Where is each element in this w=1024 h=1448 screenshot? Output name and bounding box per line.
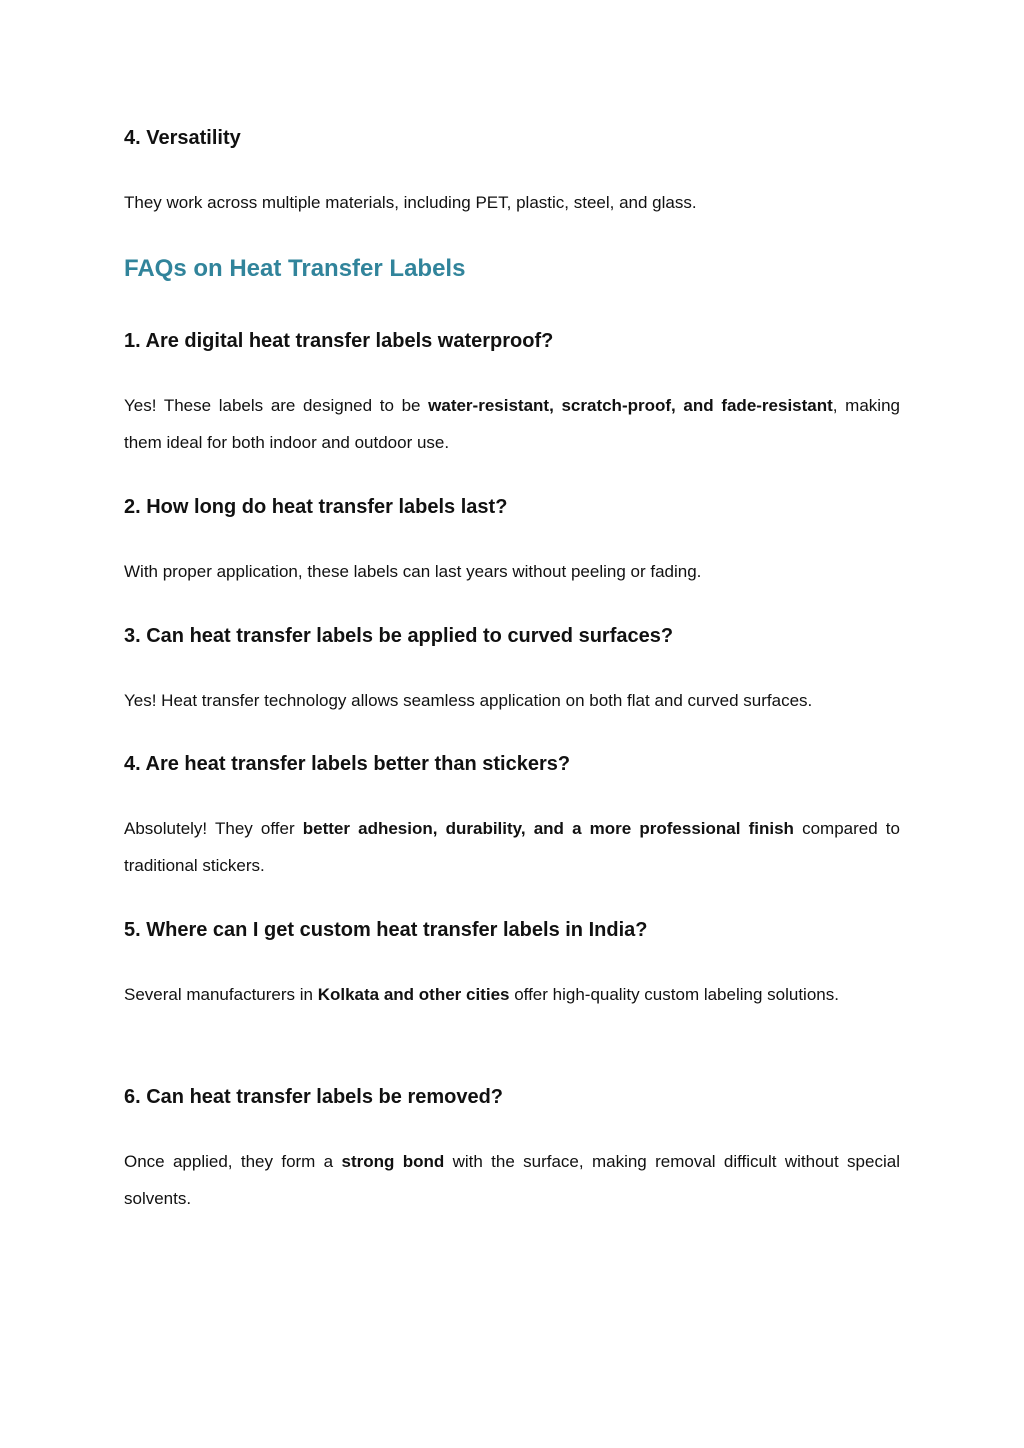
faq-answer-6-text-end: with the surface, making removal difficult without special solvents. [124,1152,900,1208]
faq-question-2: 2. How long do heat transfer labels last? [124,496,508,518]
faq-answer-5-text: Several manufacturers in [124,985,318,1004]
faq-question-6: 6. Can heat transfer labels be removed? [124,1086,504,1108]
faq-answer-4-emphasis: better adhesion, durability, and a more professional finish [302,819,794,838]
faq-answer-5-emphasis: Kolkata and other cities [317,985,510,1004]
versatility-heading: 4. Versatility [124,127,241,149]
faq-answer-5-text-end: offer high-quality custom labeling solutions. [509,985,839,1004]
faq-answer-6 [124,1143,900,1217]
faq-answer-1-text-end: , making them ideal for both indoor and outdoor use. [124,396,900,452]
faq-answer-3: Yes! Heat transfer technology allows seamless application on both flat and curved surfaces. [124,691,813,710]
versatility-body: They work across multiple materials, including PET, plastic, steel, and glass. [124,193,697,212]
faq-answer-1 [124,387,900,461]
faq-question-4: 4. Are heat transfer labels better than stickers? [124,753,571,775]
faq-answer-1-emphasis: water-resistant, scratch-proof, and fade-resistant [428,396,833,415]
faq-answer-5 [124,976,900,1013]
faq-answer-2: With proper application, these labels can last years without peeling or fading. [124,562,702,581]
faq-answer-6-text: Once applied, they form a [124,1152,342,1171]
faq-question-5: 5. Where can I get custom heat transfer labels in India? [124,919,648,941]
faq-answer-4-text-end: compared to traditional stickers. [124,819,900,875]
document-page [124,0,900,1448]
faq-answer-6-emphasis: strong bond [341,1152,445,1171]
faq-question-3: 3. Can heat transfer labels be applied to curved surfaces? [124,625,674,647]
faq-answer-1-text: Yes! These labels are designed to be [124,396,429,415]
faq-question-1: 1. Are digital heat transfer labels waterproof? [124,330,554,352]
faq-answer-4-text: Absolutely! They offer [124,819,303,838]
faq-section-title: FAQs on Heat Transfer Labels [124,255,466,282]
faq-answer-4 [124,810,900,884]
